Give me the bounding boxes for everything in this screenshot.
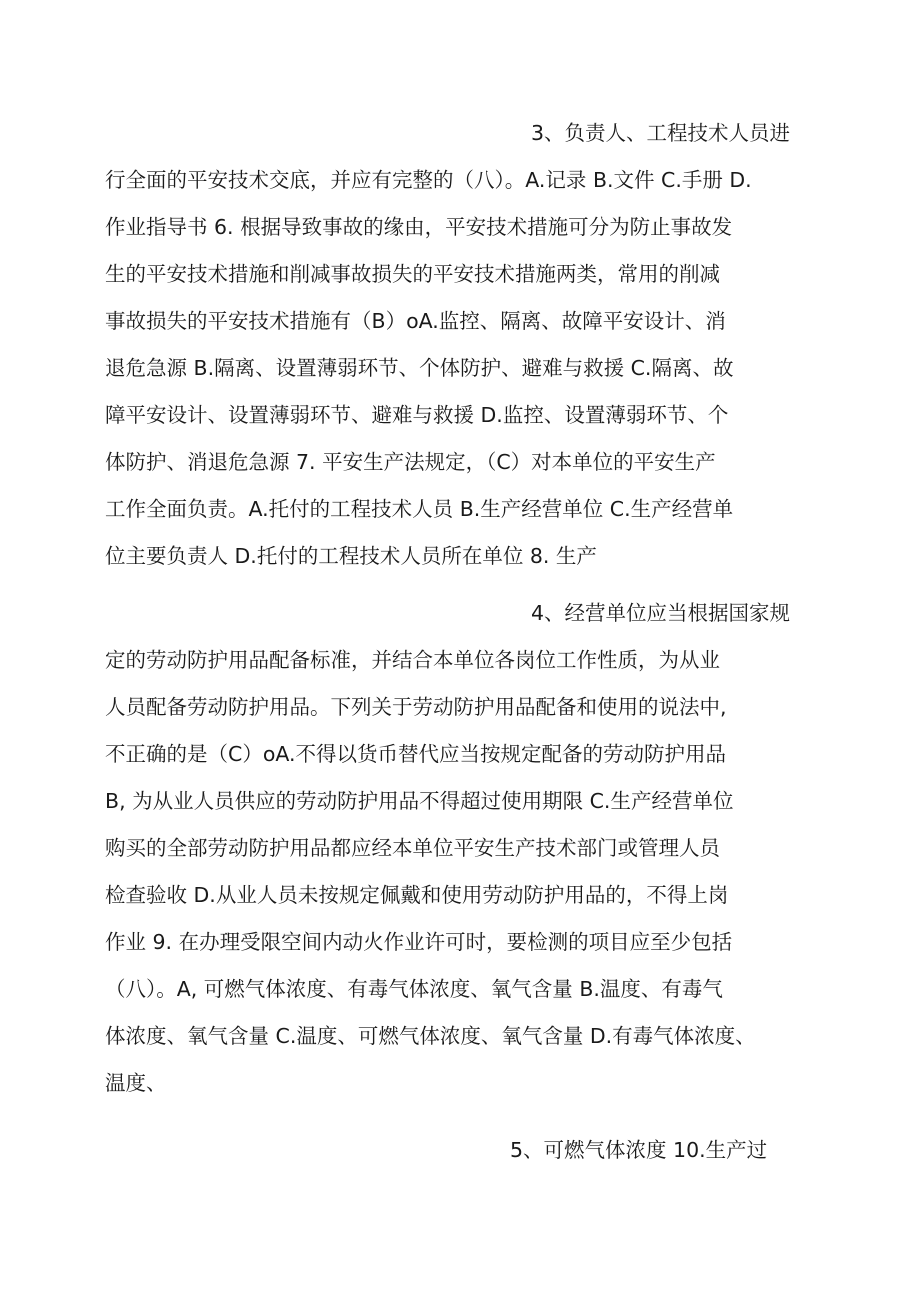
paragraph-3-line: 生的平安技术措施和削减事故损失的平安技术措施两类，常用的削减 [105,262,720,286]
paragraph-4-line: 温度、 [105,1071,167,1095]
paragraph-3-line: 行全面的平安技术交底，并应有完整的（八）。A.记录 B.文件 C.手册 D. [105,168,752,192]
paragraph-4-line: 定的劳动防护用品配备标准，并结合本单位各岗位工作性质，为从业 [105,648,720,672]
paragraph-3-line: 障平安设计、设置薄弱环节、避难与救援 D.监控、设置薄弱环节、个 [105,403,729,427]
paragraph-3-heading: 3、负责人、工程技术人员进 [530,121,790,145]
paragraph-3-line: 事故损失的平安技术措施有（B）oA.监控、隔离、故障平安设计、消 [105,309,726,333]
paragraph-3-line: 工作全面负责。A.托付的工程技术人员 B.生产经营单位 C.生产经营单 [105,497,734,521]
paragraph-3-line: 退危急源 B.隔离、设置薄弱环节、个体防护、避难与救援 C.隔离、故 [105,356,734,380]
paragraph-4-line: 检查验收 D.从业人员未按规定佩戴和使用劳动防护用品的，不得上岗 [105,883,729,907]
paragraph-3-line: 体防护、消退危急源 7. 平安生产法规定，（C）对本单位的平安生产 [105,450,716,474]
paragraph-4-line: 体浓度、氧气含量 C.温度、可燃气体浓度、氧气含量 D.有毒气体浓度、 [105,1024,756,1048]
paragraph-3-line: 作业指导书 6. 根据导致事故的缘由，平安技术措施可分为防止事故发 [105,215,733,239]
paragraph-3-line: 位主要负责人 D.托付的工程技术人员所在单位 8. 生产 [105,544,597,568]
paragraph-5-heading: 5、可燃气体浓度 10.生产过 [510,1138,768,1162]
paragraph-4-line: 不正确的是（C）oA.不得以货币替代应当按规定配备的劳动防护用品 [105,742,727,766]
paragraph-4-heading: 4、经营单位应当根据国家规 [530,601,790,625]
paragraph-4-line: B, 为从业人员供应的劳动防护用品不得超过使用期限 C.生产经营单位 [105,789,734,813]
paragraph-4-line: 购买的全部劳动防护用品都应经本单位平安生产技术部门或管理人员 [105,836,720,860]
paragraph-4-line: （八）。A, 可燃气体浓度、有毒气体浓度、氧气含量 B.温度、有毒气 [105,977,723,1001]
paragraph-4-line: 人员配备劳动防护用品。下列关于劳动防护用品配备和使用的说法中, [105,695,727,719]
paragraph-4-line: 作业 9. 在办理受限空间内动火作业许可时，要检测的项目应至少包括 [105,930,733,954]
